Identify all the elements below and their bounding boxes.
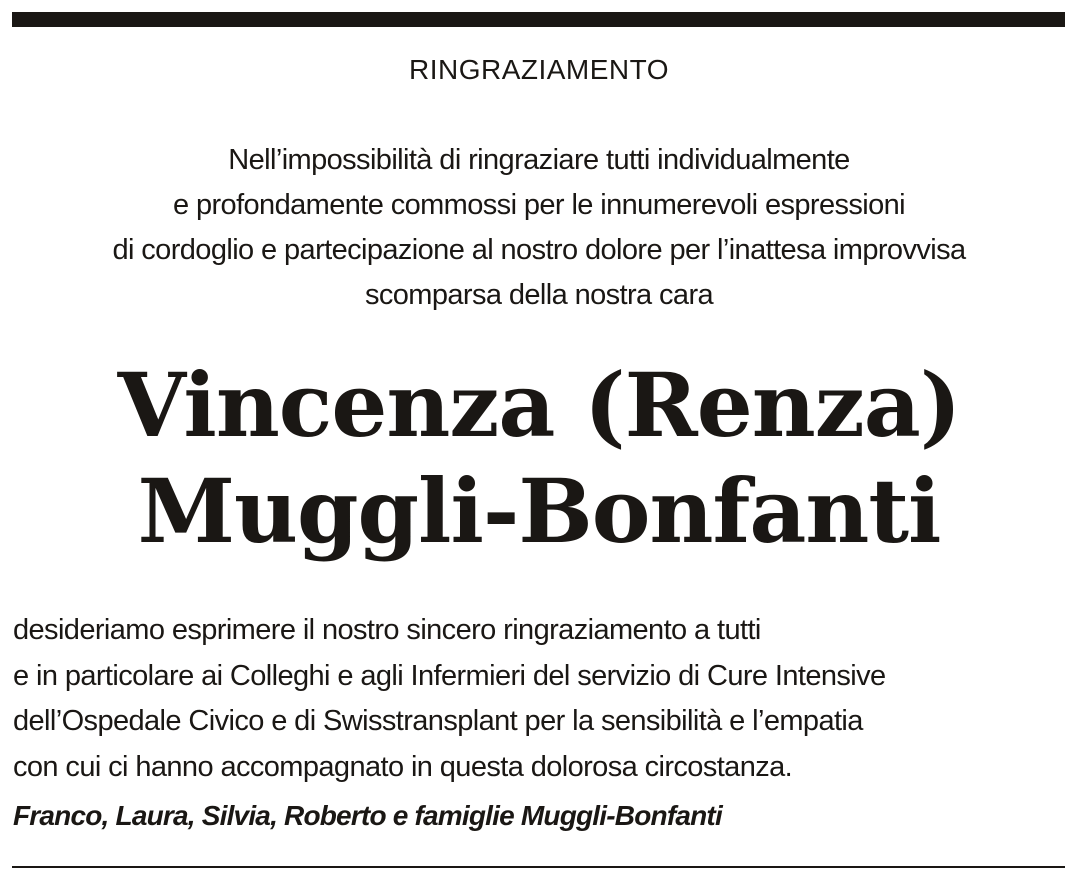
thanks-line: dell’Ospedale Civico e di Swisstransplant per la sensibilità e l’empatia	[13, 705, 863, 737]
intro-line: Nell’impossibilità di ringraziare tutti individualmente	[228, 144, 850, 176]
deceased-name	[0, 352, 1078, 564]
top-rule	[12, 12, 1065, 27]
thanks-line: con cui ci hanno accompagnato in questa dolorosa circostanza.	[13, 750, 793, 783]
bottom-rule	[12, 866, 1065, 868]
deceased-name-line: Muggli-Bonfanti	[137, 459, 941, 563]
notice-heading: RINGRAZIAMENTO	[408, 54, 670, 85]
intro-paragraph	[0, 138, 1078, 318]
intro-line: e profondamente commossi per le innumerevoli espressioni	[172, 189, 906, 221]
intro-line: di cordoglio e partecipazione al nostro dolore per l’inattesa improvvisa	[112, 234, 966, 266]
thanks-line: desideriamo esprimere il nostro sincero ringraziamento a tutti	[13, 614, 761, 646]
intro-line: scomparsa della nostra cara	[364, 279, 714, 311]
family-signature: Franco, Laura, Silvia, Roberto e famiglie Muggli-Bonfanti	[13, 800, 722, 831]
thanks-paragraph	[13, 608, 1073, 790]
thanks-line: e in particolare ai Colleghi e agli Infermieri del servizio di Cure Intensive	[13, 659, 886, 692]
deceased-name-line: Vincenza (Renza)	[117, 353, 961, 457]
